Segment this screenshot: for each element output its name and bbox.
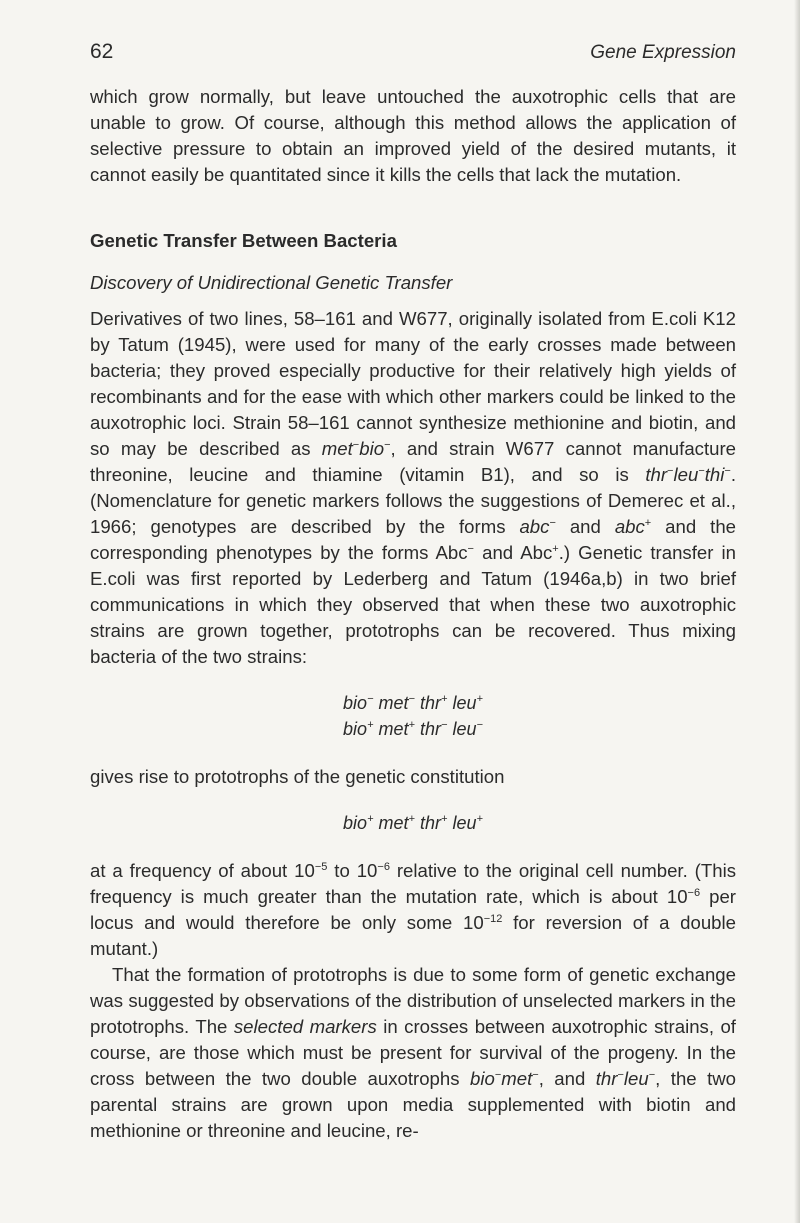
page-header <box>90 40 736 70</box>
page-edge-shadow <box>794 0 800 1223</box>
genotype-line-2: bio+ met+ thr− leu− <box>343 719 483 739</box>
paragraph-2: Derivatives of two lines, 58–161 and W677, originally isolated from E.coli K12 by Tatum (1945), were used for many of the early crosses made between bacteria; they proved especially productive for their relatively high yields of recombinants and for the ease with which other markers could be linked to the auxotrophic loci. Strain 58–161 cannot synthesize methionine and biotin, and so may be described as met−bio−, and strain W677 cannot manufacture threonine, leucine and thiamine (vitamin B1), and so is thr−leu−thi−. (Nomenclature for genetic markers follows the suggestions of Demerec et al., 1966; genotypes are described by the forms abc− and abc+ and the corresponding phenotypes by the forms Abc− and Abc+.) Genetic transfer in E.coli was first reported by Lederberg and Tatum (1946a,b) in two brief communications in which they observed that when these two auxotrophic strains are grown together, prototrophs can be recovered. Thus mixing bacteria of the two strains: <box>90 308 737 667</box>
paragraph-5: That the formation of prototrophs is due to some form of genetic exchange was suggested by observations of the distribution of unselected markers in the prototrophs. The selected markers in crosses between auxotrophic strains, of course, are those which must be present for survival of the progeny. In the cross between the two double auxotrophs bio−met−, and thr−leu−, the two parental strains are grown upon media supplemented with biotin and methionine or threonine and leucine, re- <box>90 964 736 1141</box>
genotype-line-3: bio+ met+ thr+ leu+ <box>343 813 483 833</box>
paragraph-4: at a frequency of about $10^{-5}$ to $10^{-6}$ relative to the original cell number. (This frequency is much greater than the mutation rate, which is about $10^{-6}$ per locus and would therefore be only some $10^{-12}$ for reversion of a double mutant.) <box>90 860 736 959</box>
body-text <box>90 84 736 1144</box>
subsection-heading: Discovery of Unidirectional Genetic Transfer <box>90 272 453 293</box>
genotype-line-1: bio− met− thr+ leu+ <box>343 693 483 713</box>
page-number: 62 <box>90 40 114 63</box>
paragraph-1: which grow normally, but leave untouched the auxotrophic cells that are unable to grow. Of course, although this method allows the application of selective pressure to obtain an improved yield of the desired mutants, it cannot easily be quantitated since it kills the cells that lack the mutation. <box>90 86 736 185</box>
section-heading: Genetic Transfer Between Bacteria <box>90 230 397 251</box>
paragraph-3: gives rise to prototrophs of the genetic constitution <box>90 766 505 787</box>
running-head: Gene Expression <box>590 42 736 63</box>
